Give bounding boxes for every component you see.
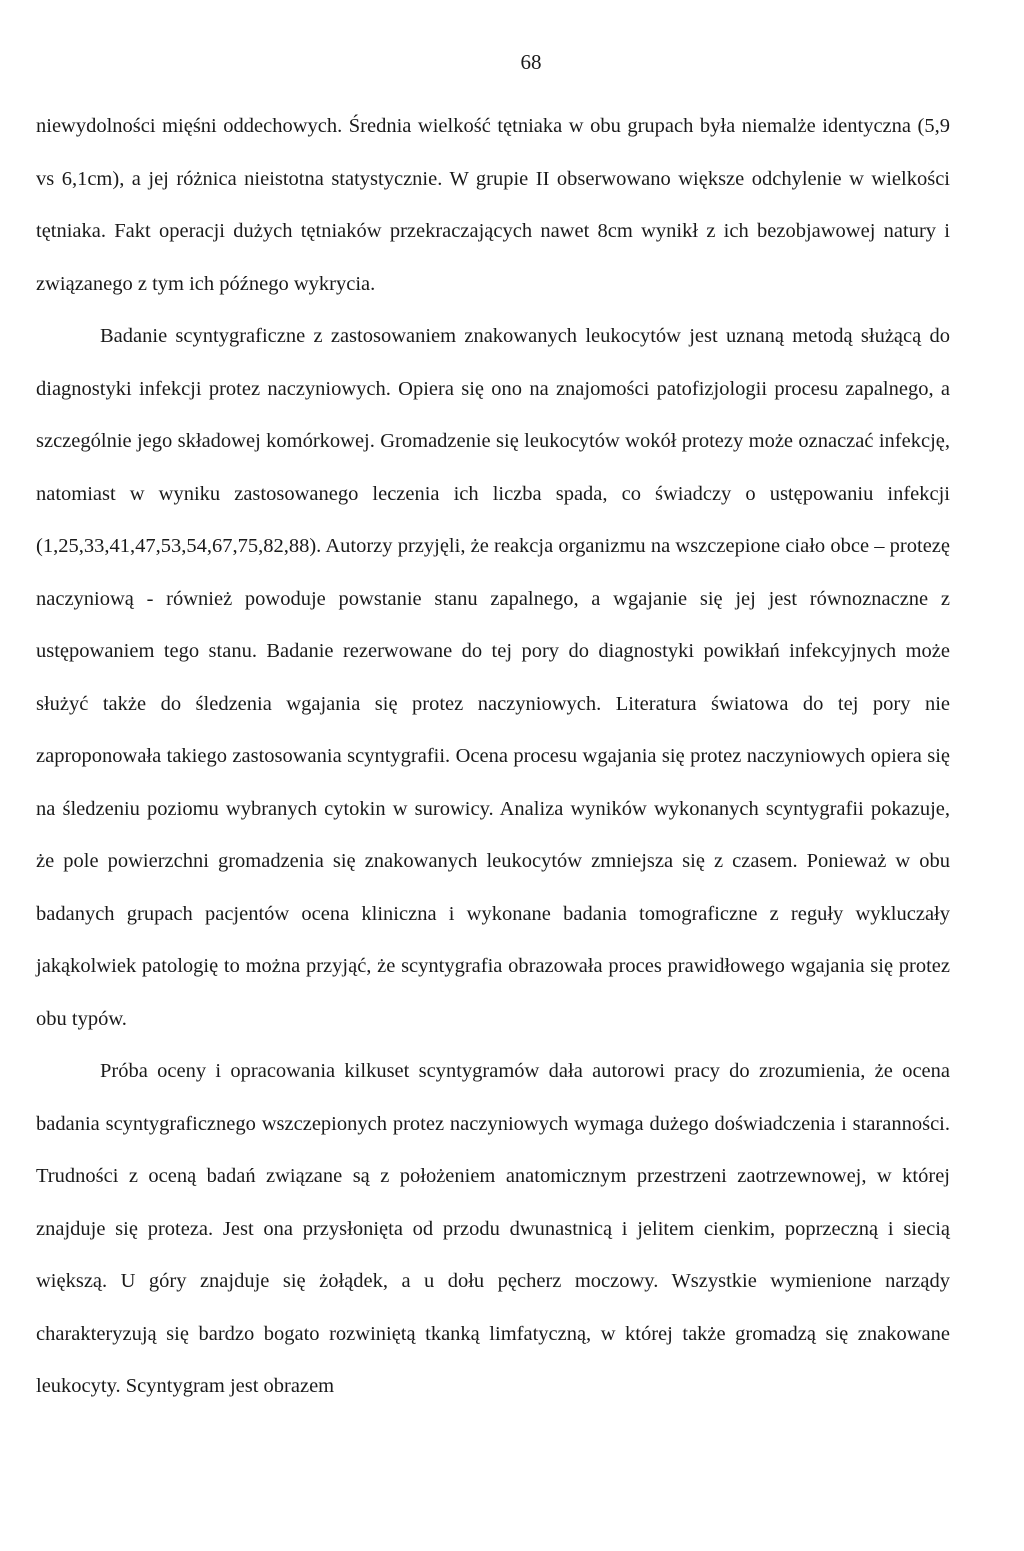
paragraph-3: Próba oceny i opracowania kilkuset scyntygramów dała autorowi pracy do zrozumienia, że ocena badania scyntygraficznego wszczepionych protez naczyniowych wymaga dużego doświadczenia i staranności. Trudności z oceną badań związane są z położeniem anatomicznym przestrzeni zaotrzewnowej, w której znajduje się proteza. Jest ona przysłonięta od przodu dwunastnicą i jelitem cienkim, poprzeczną i siecią większą. U góry znajduje się żołądek, a u dołu pęcherz moczowy. Wszystkie wymienione narządy charakteryzują się bardzo bogato rozwiniętą tkanką limfatyczną, w której także gromadzą się znakowane leukocyty. Scyntygram jest obrazem bbox=[36, 1060, 950, 1397]
paragraph-2: Badanie scyntygraficzne z zastosowaniem znakowanych leukocytów jest uznaną metodą służącą do diagnostyki infekcji protez naczyniowych. Opiera się ono na znajomości patofizjologii procesu zapalnego, a szczególnie jego składowej komórkowej. Gromadzenie się leukocytów wokół protezy może oznaczać infekcję, natomiast w wyniku zastosowanego leczenia ich liczba spada, co świadczy o ustępowaniu infekcji (1,25,33,41,47,53,54,67,75,82,88). Autorzy przyjęli, że reakcja organizmu na wszczepione ciało obce – protezę naczyniową - również powoduje powstanie stanu zapalnego, a wgajanie się jej jest równoznaczne z ustępowaniem tego stanu. Badanie rezerwowane do tej pory do diagnostyki powikłań infekcyjnych może służyć także do śledzenia wgajania się protez naczyniowych. Literatura światowa do tej pory nie zaproponowała takiego zastosowania scyntygrafii. Ocena procesu wgajania się protez naczyniowych opiera się na śledzeniu poziomu wybranych cytokin w surowicy. Analiza wyników wykonanych scyntygrafii pokazuje, że pole powierzchni gromadzenia się znakowanych leukocytów zmniejsza się z czasem. Ponieważ w obu badanych grupach pacjentów ocena kliniczna i wykonane badania tomograficzne z reguły wykluczały jakąkolwiek patologię to można przyjąć, że scyntygrafia obrazowała proces prawidłowego wgajania się protez obu typów. bbox=[36, 325, 950, 1030]
page-number: 68 bbox=[520, 50, 542, 74]
body-text bbox=[36, 100, 950, 1413]
paragraph-1: niewydolności mięśni oddechowych. Średnia wielkość tętniaka w obu grupach była niemalże identyczna (5,9 vs 6,1cm), a jej różnica nieistotna statystycznie. W grupie II obserwowano większe odchylenie w wielkości tętniaka. Fakt operacji dużych tętniaków przekraczających nawet 8cm wynikł z ich bezobjawowej natury i związanego z tym ich późnego wykrycia. bbox=[36, 115, 950, 295]
